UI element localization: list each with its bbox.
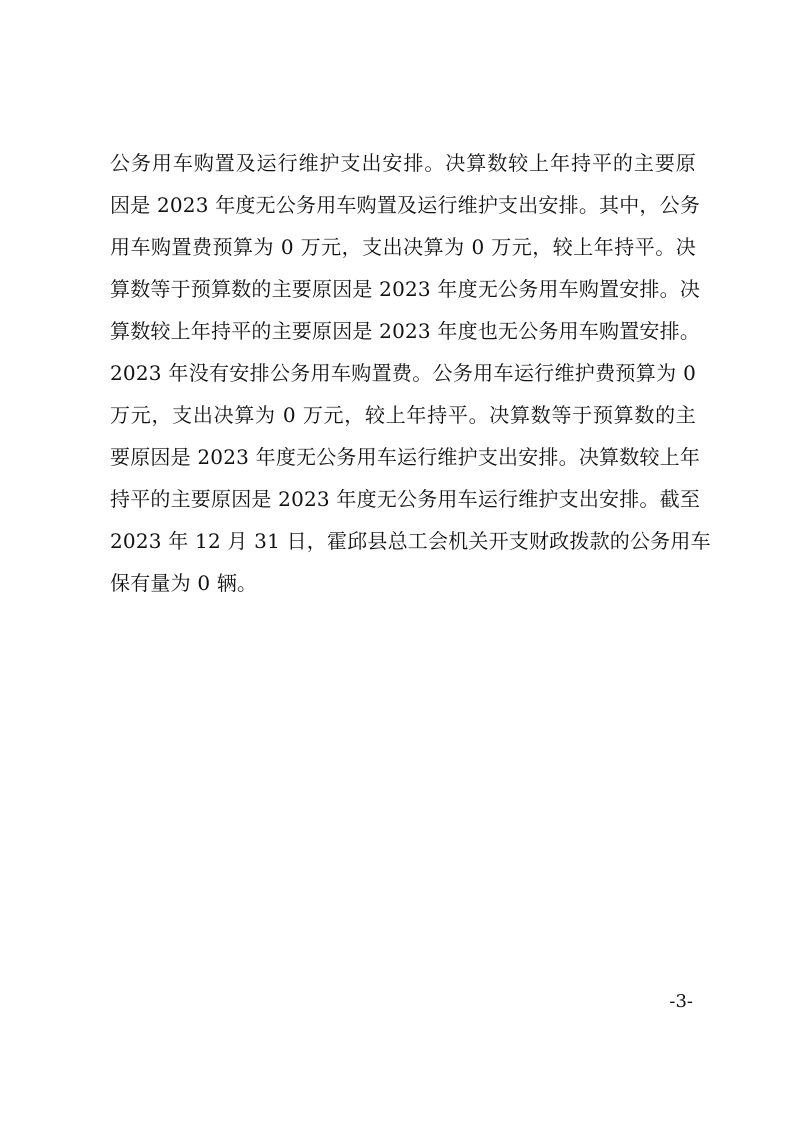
paragraph-line: 公务用车购置及运行维护支出安排。决算数较上年持平的主要原	[110, 151, 696, 175]
paragraph-line: 算数较上年持平的主要原因是 2023 年度也无公务用车购置安排。	[110, 319, 701, 343]
paragraph-line: 因是 2023 年度无公务用车购置及运行维护支出安排。其中，公务	[110, 193, 701, 217]
paragraph-line: 持平的主要原因是 2023 年度无公务用车运行维护支出安排。截至	[110, 487, 701, 511]
paragraph-line: 2023 年 12 月 31 日，霍邱县总工会机关开支财政拨款的公务用车	[110, 529, 711, 553]
page-number: -3-	[669, 991, 693, 1012]
paragraph-line: 2023 年没有安排公务用车购置费。公务用车运行维护费预算为 0	[110, 361, 696, 385]
paragraph-line: 保有量为 0 辆。	[110, 571, 258, 595]
paragraph-line: 算数等于预算数的主要原因是 2023 年度无公务用车购置安排。决	[110, 277, 701, 301]
paragraph-line: 要原因是 2023 年度无公务用车运行维护支出安排。决算数较上年	[110, 445, 701, 469]
body-paragraph	[110, 142, 711, 604]
paragraph-line: 万元，支出决算为 0 万元，较上年持平。决算数等于预算数的主	[110, 403, 696, 427]
paragraph-line: 用车购置费预算为 0 万元，支出决算为 0 万元，较上年持平。决	[110, 235, 696, 259]
